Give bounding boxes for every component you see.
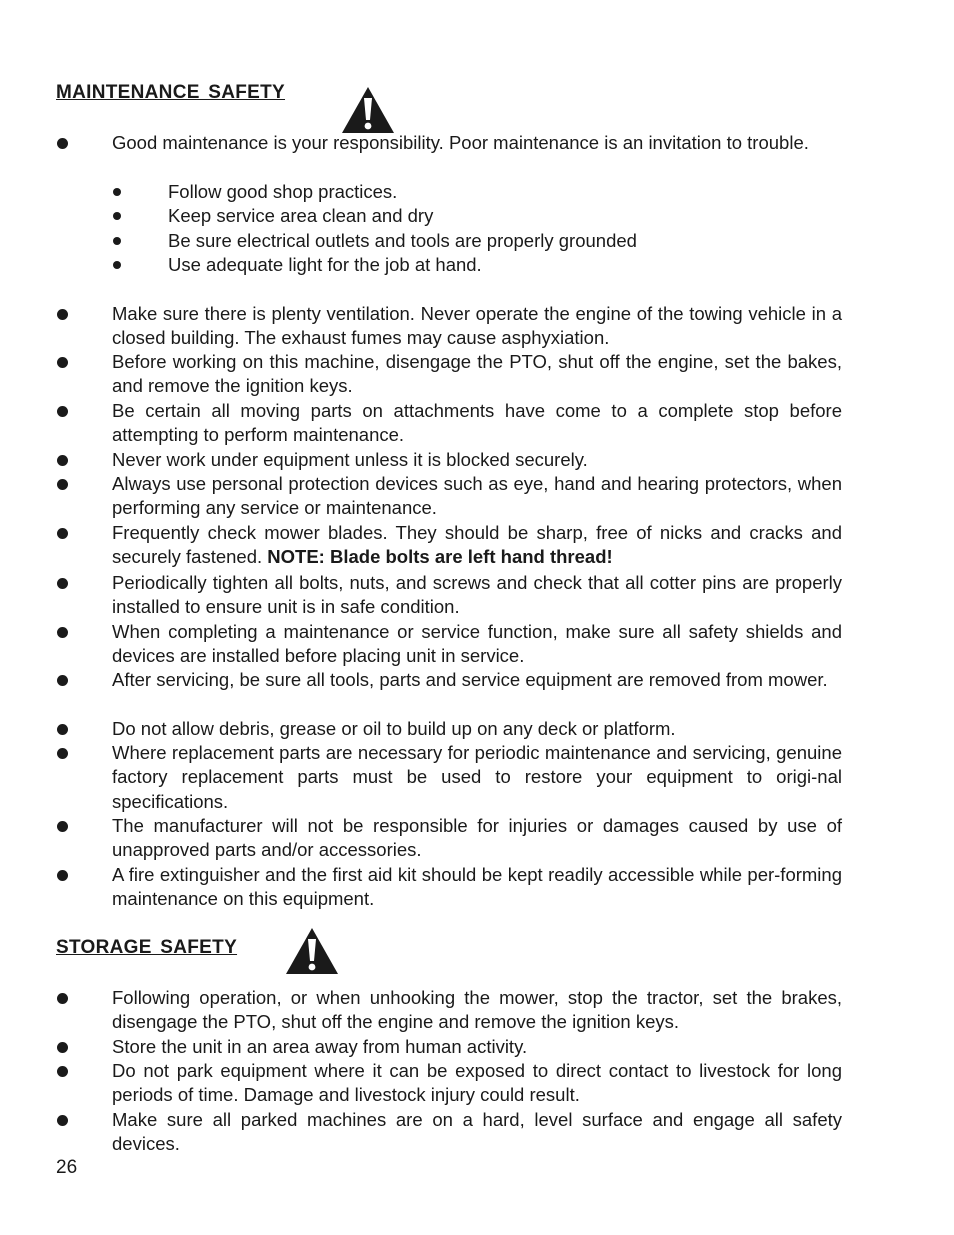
blade-check-text: Frequently check mower blades. They should be sharp, free of nicks and cracks and securely fastened. — [112, 522, 842, 568]
bullet-icon — [113, 188, 121, 196]
bullet-icon — [57, 675, 68, 686]
bullet-icon — [113, 237, 121, 245]
bullet-icon — [57, 455, 68, 466]
bullet-icon — [57, 138, 68, 149]
bullet-icon — [57, 1115, 68, 1126]
bullet-icon — [57, 406, 68, 417]
maintenance-safety-heading: MAINTENANCE SAFETY — [56, 82, 286, 103]
bullet-icon — [57, 748, 68, 759]
maintenance-intro: Good maintenance is your responsibility. Poor maintenance is an invitation to trouble. — [112, 132, 809, 153]
warning-triangle-icon — [285, 927, 339, 975]
bullet-icon — [57, 309, 68, 320]
bullet-icon — [113, 212, 121, 220]
warning-triangle-icon — [341, 86, 395, 134]
bullet-icon — [113, 261, 121, 269]
bullet-icon — [57, 578, 68, 589]
bullet-icon — [57, 627, 68, 638]
bullet-icon — [57, 1066, 68, 1077]
blade-bolt-note: NOTE: Blade bolts are left hand thread! — [267, 546, 613, 568]
bullet-icon — [57, 993, 68, 1004]
bullet-icon — [57, 528, 68, 539]
page-number: 26 — [56, 1157, 78, 1178]
bullet-icon — [57, 724, 68, 735]
bullet-icon — [57, 357, 68, 368]
storage-safety-heading: STORAGE SAFETY — [56, 937, 238, 958]
bullet-icon — [57, 479, 68, 490]
bullet-icon — [57, 821, 68, 832]
bullet-icon — [57, 870, 68, 881]
bullet-icon — [57, 1042, 68, 1053]
